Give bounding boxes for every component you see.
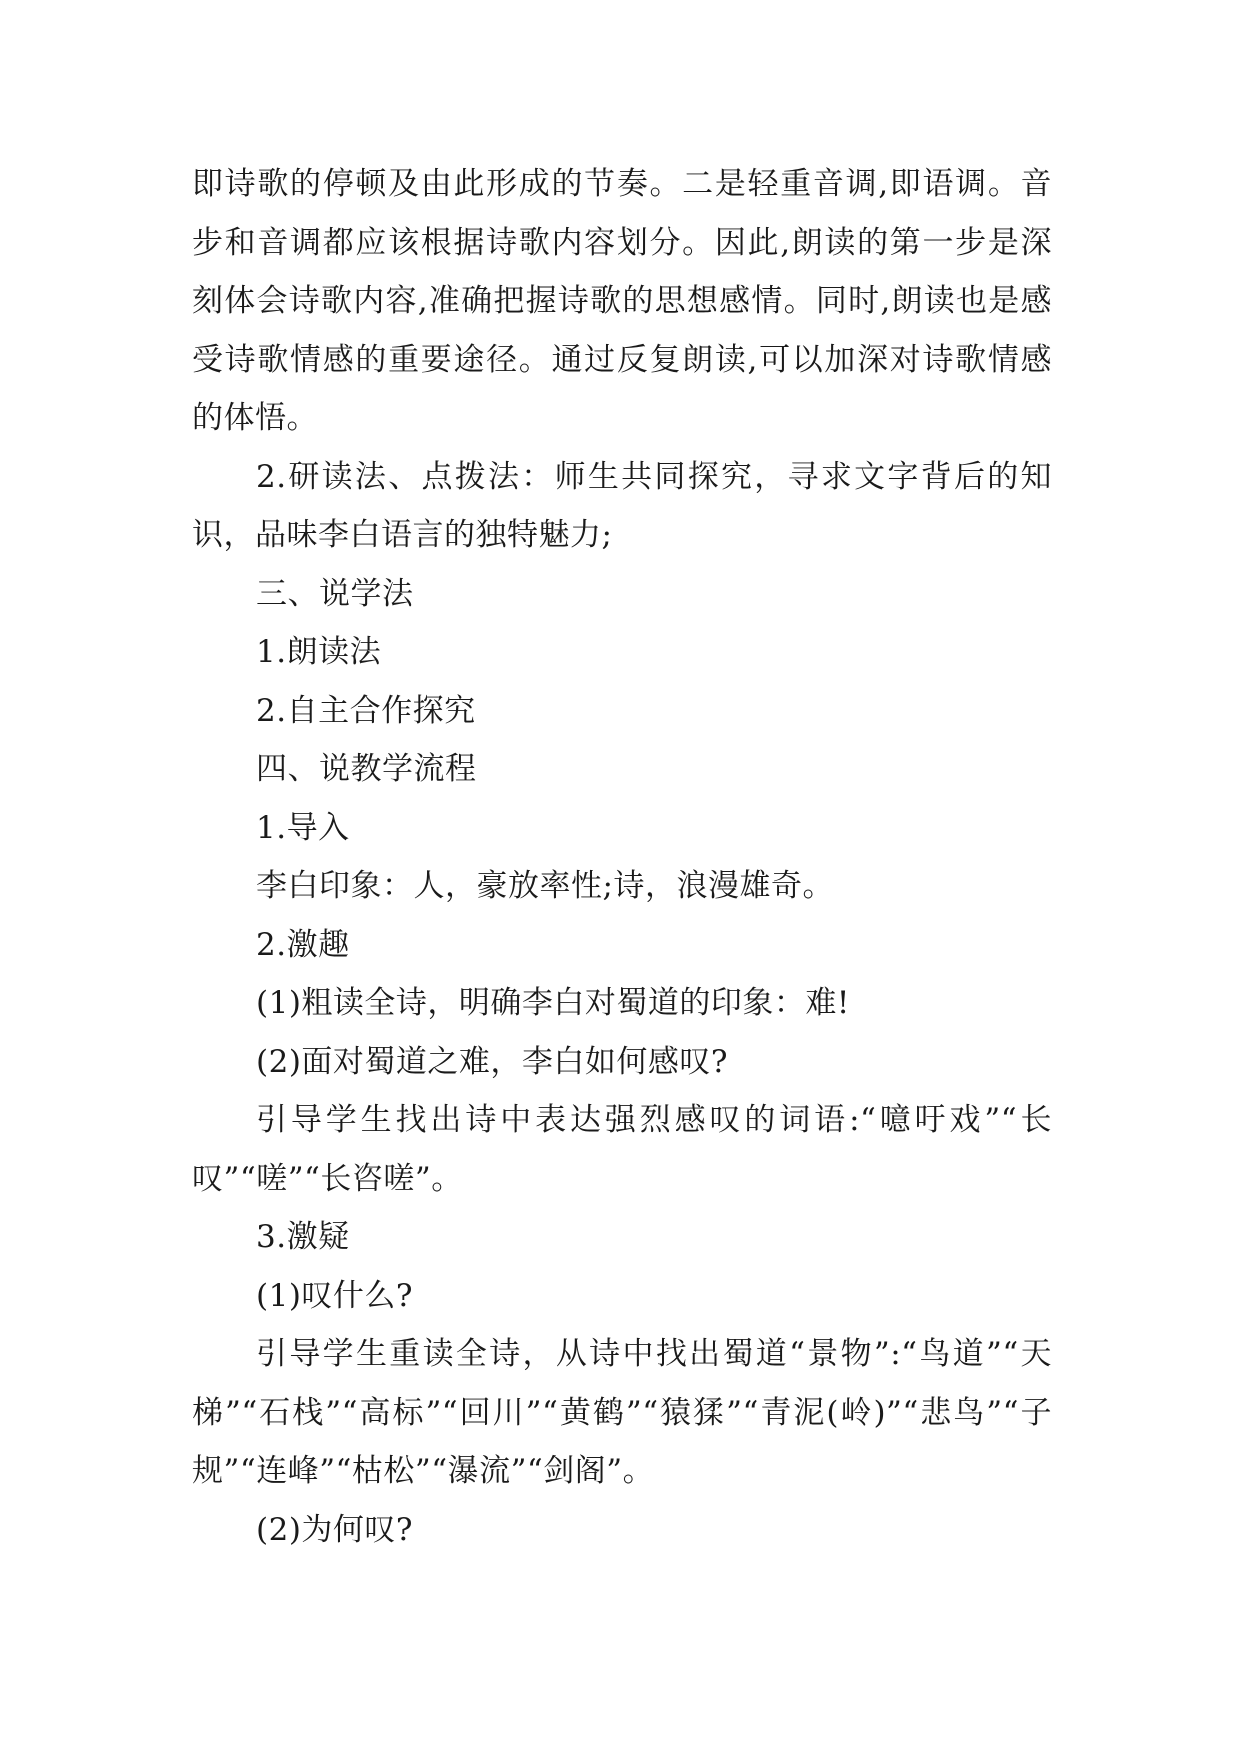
paragraph-rhythm-intro: 即诗歌的停顿及由此形成的节奏。二是轻重音调,即语调。音步和音调都应该根据诗歌内容划分。因此,朗读的第一步是深刻体会诗歌内容,准确把握诗歌的思想感情。同时,朗读也是感受诗歌情感的重要途径。通过反复朗读,可以加深对诗歌情感的体悟。 — [192, 166, 1052, 436]
sub-item-why-sigh: (2)为何叹? — [256, 1511, 414, 1548]
heading-learning-method: 三、说学法 — [256, 575, 414, 612]
list-item-arouse-interest: 2.激趣 — [256, 926, 350, 963]
sub-item-rough-reading: (1)粗读全诗，明确李白对蜀道的印象：难! — [256, 985, 850, 1021]
paragraph-method-research: 2.研读法、点拨法：师生共同探究，寻求文字背后的知识，品味李白语言的独特魅力; — [192, 458, 1052, 553]
list-item-cooperative-inquiry: 2.自主合作探究 — [256, 692, 476, 729]
list-item-reading-method: 1.朗读法 — [256, 634, 382, 670]
paragraph-sigh-words: 引导学生找出诗中表达强烈感叹的词语:“噫吁戏”“长叹”“嗟”“长咨嗟”。 — [192, 1102, 1052, 1197]
list-item-introduction: 1.导入 — [256, 809, 350, 846]
paragraph-scenery-words: 引导学生重读全诗，从诗中找出蜀道“景物”:“鸟道”“天梯”“石栈”“高标”“回川”“黄鹤”“猿猱”“青泥(岭)”“悲鸟”“子规”“连峰”“枯松”“瀑流”“剑阁”。 — [192, 1336, 1052, 1489]
document-page — [192, 155, 1052, 1559]
paragraph-libai-impression: 李白印象：人，豪放率性;诗，浪漫雄奇。 — [256, 868, 834, 904]
sub-item-what-sigh: (1)叹什么? — [256, 1277, 414, 1314]
heading-teaching-process: 四、说教学流程 — [256, 751, 477, 787]
sub-item-how-sigh: (2)面对蜀道之难，李白如何感叹? — [256, 1043, 729, 1080]
list-item-arouse-doubt: 3.激疑 — [256, 1219, 350, 1255]
